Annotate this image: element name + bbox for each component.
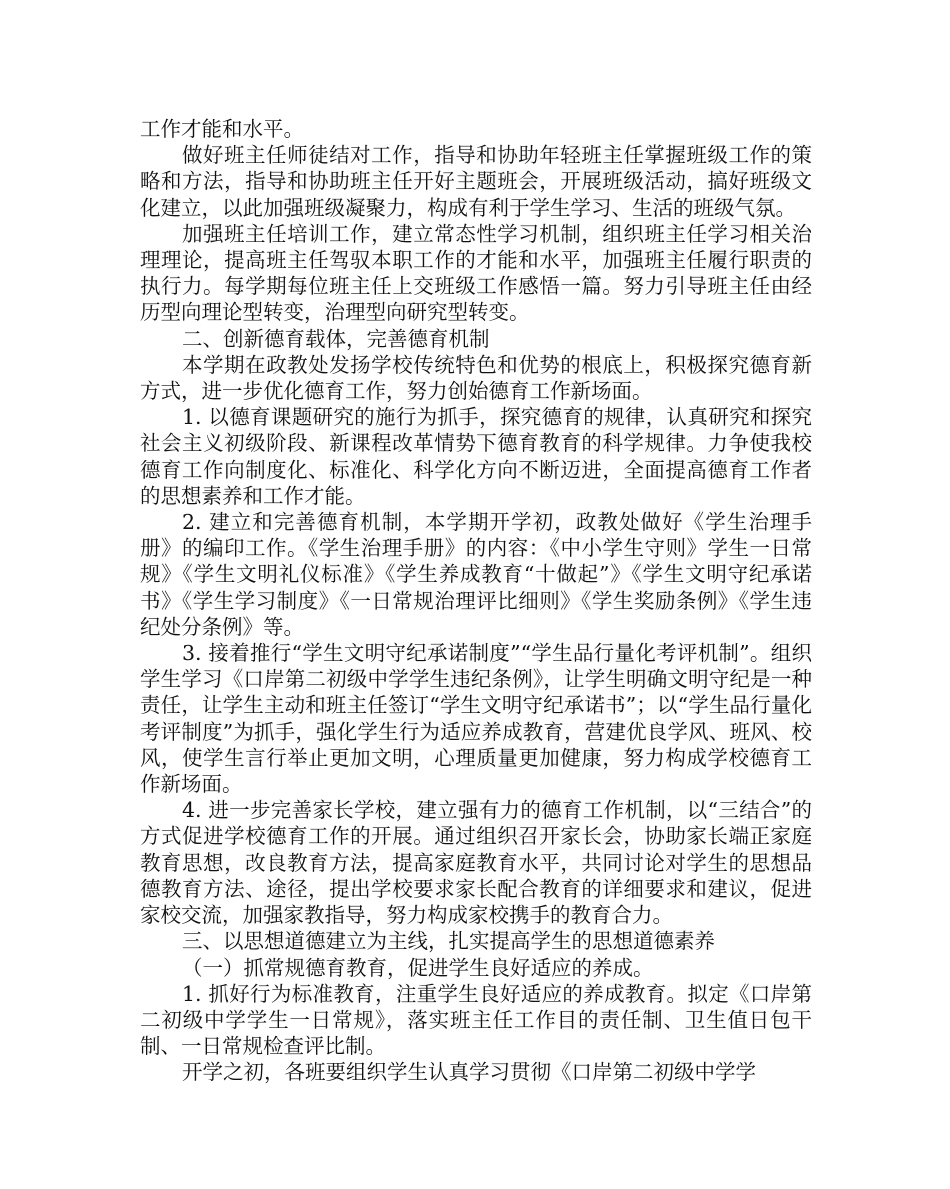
subsection-heading-1: （一）抓常规德育教育，促进学生良好适应的养成。 [182, 955, 654, 980]
list-item-1: 1. 以德育课题研究的施行为抓手，探究德育的规律，认真研究和探究社会主义初级阶段、新课程改革情势下德育教育的科学规律。力争使我校德育工作向制度化、标准化、科学化方向不断迈进，全面提高德育工作者的思想素养和工作才能。 [140, 405, 812, 508]
list-item-3: 3. 接着推行“学生文明守纪承诺制度”“学生品行量化考评机制”。组织学生学习《口岸第二初级中学学生违纪条例》，让学生明确文明守纪是一种责任，让学生主动和班主任签订“学生文明守纪承诺书”；以“学生品行量化考评制度”为抓手，强化学生行为适应养成教育，营建优良学风、班风、校风，使学生言行举止更加文明，心理质量更加健康，努力构成学校德育工作新场面。 [140, 641, 812, 797]
paragraph-semester-start: 开学之初，各班要组织学生认真学习贯彻《口岸第二初级中学学 [182, 1060, 756, 1085]
section-heading-2: 二、创新德育载体，完善德育机制 [182, 326, 490, 351]
section-heading-3: 三、以思想道德建立为主线，扎实提高学生的思想道德素养 [182, 929, 715, 954]
list-item-2: 2. 建立和完善德育机制，本学期开学初，政教处做好《学生治理手册》的编印工作。《学生治理手册》的内容：《中小学生守则》学生一日常规》《学生文明礼仪标准》《学生养成教育“十做起”》《学生文明守纪承诺书》《学生学习制度》《一日常规治理评比细则》《学生奖励条例》《学生违纪处分条例》等。 [140, 510, 812, 639]
paragraph-mentoring: 做好班主任师徒结对工作，指导和协助年轻班主任掌握班级工作的策略和方法，指导和协助班主任开好主题班会，开展班级活动，搞好班级文化建立，以此加强班级凝聚力，构成有利于学生学习、生活的班级气氛。 [140, 143, 812, 220]
paragraph-intro: 本学期在政教处发扬学校传统特色和优势的根底上，积极探究德育新方式，进一步优化德育工作，努力创始德育工作新场面。 [140, 352, 812, 404]
list-item-4: 4. 进一步完善家长学校，建立强有力的德育工作机制，以“三结合”的方式促进学校德育工作的开展。通过组织召开家长会，协助家长端正家庭教育思想，改良教育方法，提高家庭教育水平，共同讨论对学生的思想品德教育方法、途径，提出学校要求家长配合教育的详细要求和建议，促进家校交流，加强家教指导，努力构成家校携手的教育合力。 [140, 798, 812, 928]
paragraph-continuation: 工作才能和水平。 [140, 117, 304, 141]
subsection-item-1: 1. 抓好行为标准教育，注重学生良好适应的养成教育。拟定《口岸第二初级中学学生一日常规》，落实班主任工作目的责任制、卫生值日包干制、一日常规检查评比制。 [140, 981, 812, 1059]
paragraph-training: 加强班主任培训工作，建立常态性学习机制，组织班主任学习相关治理理论，提高班主任驾驭本职工作的才能和水平，加强班主任履行职责的执行力。每学期每位班主任上交班级工作感悟一篇。努力引导班主任由经历型向理论型转变，治理型向研究型转变。 [140, 221, 812, 325]
document-page [140, 116, 812, 1086]
